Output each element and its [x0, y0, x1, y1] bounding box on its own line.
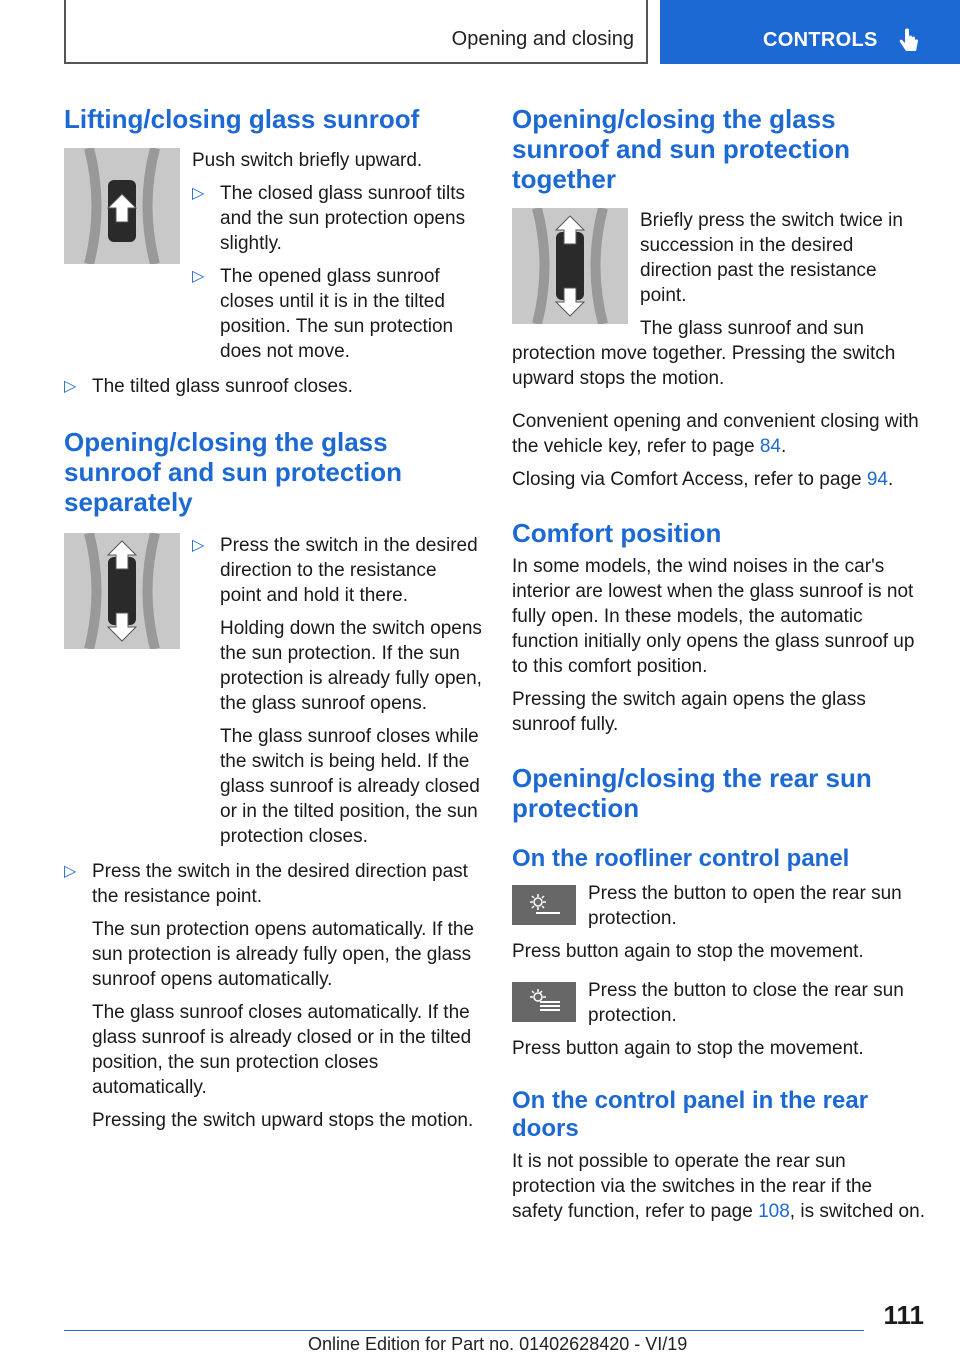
- page-link-84[interactable]: 84: [759, 436, 781, 457]
- bullet-text: The sun protection opens automatically. If the sun protection is already fully open, the glass sunroof opens automatically.: [92, 919, 474, 990]
- list-item: [192, 533, 482, 849]
- right-column: [512, 104, 926, 1224]
- bullet-text: The glass sunroof closes while the switch is being held. If the glass sunroof is already closed or in the tilted position, the sun protection closes.: [220, 726, 480, 847]
- heading-rear-sun-protection: Opening/closing the rear sun protection: [512, 763, 872, 823]
- paragraph: The glass sunroof and sun protection move together. Pressing the switch upward stops the motion.: [512, 318, 896, 389]
- heading-rear-doors: On the control panel in the rear doors: [512, 1087, 869, 1142]
- page-number: 111: [883, 1300, 924, 1330]
- paragraph: Press the button to close the rear sun protection.: [588, 980, 904, 1026]
- triangle-bullet-icon: ▷: [64, 378, 77, 395]
- switch-double-illustration: [512, 208, 628, 324]
- heading-comfort-position: Comfort position: [512, 518, 722, 548]
- paragraph: Press button again to stop the movement.: [512, 941, 864, 962]
- paragraph: Closing via Comfort Access, refer to page 94.: [512, 469, 894, 490]
- triangle-bullet-icon: ▷: [192, 185, 205, 202]
- list-item: [64, 374, 482, 399]
- switch-updown-illustration: [64, 533, 180, 649]
- list-item: [64, 859, 482, 1133]
- list-item: [192, 264, 482, 364]
- controls-tab-label: CONTROLS: [763, 29, 878, 51]
- page-link-94[interactable]: 94: [866, 469, 888, 490]
- heading-separately: Opening/closing the glass sunroof and sun protection separately: [64, 427, 402, 517]
- hand-pointer-icon: [896, 28, 920, 56]
- heading-roofliner: On the roofliner control panel: [512, 845, 850, 872]
- paragraph: Press button again to stop the movement.: [512, 1038, 864, 1059]
- paragraph: Briefly press the switch twice in succession in the desired direction past the resistance point.: [640, 210, 903, 306]
- rear-shade-open-button-icon: [512, 885, 576, 925]
- intro-text: Push switch briefly upward.: [192, 150, 423, 171]
- rear-shade-close-button-icon: [512, 982, 576, 1022]
- edition-note: Online Edition for Part no. 01402628420 - VI/19: [308, 1334, 688, 1354]
- bullet-text: The tilted glass sunroof closes.: [92, 376, 353, 397]
- section-title: Opening and closing: [451, 28, 634, 50]
- bullet-text: The glass sunroof closes automatically. If the glass sunroof is already closed or in the tilted position, the sun protection closes automatically.: [92, 1002, 472, 1098]
- bullet-text: The closed glass sunroof tilts and the sun protection opens slightly.: [220, 183, 466, 254]
- bullet-text: Press the switch in the desired direction past the resistance point.: [92, 861, 468, 907]
- left-column: [64, 104, 482, 1133]
- triangle-bullet-icon: ▷: [64, 863, 77, 880]
- bullet-text: The opened glass sunroof closes until it is in the tilted position. The sun protection does not move.: [220, 266, 454, 362]
- triangle-bullet-icon: ▷: [192, 537, 205, 554]
- footer-divider: [64, 1330, 864, 1331]
- paragraph: Press the button to open the rear sun protection.: [588, 883, 902, 929]
- heading-together: Opening/closing the glass sunroof and sun protection together: [512, 104, 850, 194]
- paragraph: In some models, the wind noises in the car's interior are lowest when the glass sunroof is not fully open. In these models, the automatic function initially only opens the glass sunroof up to this comfort position.: [512, 556, 915, 677]
- page-link-108[interactable]: 108: [758, 1201, 790, 1222]
- bullet-text: Pressing the switch upward stops the motion.: [92, 1110, 474, 1131]
- bullet-text: Holding down the switch opens the sun protection. If the sun protection is already fully open, the glass sunroof opens.: [220, 618, 482, 714]
- switch-updown-icon: [64, 533, 180, 649]
- list-item: [192, 181, 482, 256]
- switch-double-icon: [512, 208, 628, 324]
- paragraph: It is not possible to operate the rear sun protection via the switches in the rear if the safety function, refer to page 108, is switched on.: [512, 1151, 925, 1222]
- heading-lifting-closing: Lifting/closing glass sunroof: [64, 104, 420, 134]
- bullet-text: Press the switch in the desired direction to the resistance point and hold it there.: [220, 535, 478, 606]
- triangle-bullet-icon: ▷: [192, 268, 205, 285]
- paragraph: Pressing the switch again opens the glass sunroof fully.: [512, 689, 866, 735]
- switch-up-icon: [64, 148, 180, 264]
- switch-up-illustration: [64, 148, 180, 264]
- paragraph: Convenient opening and convenient closing with the vehicle key, refer to page 84.: [512, 411, 919, 457]
